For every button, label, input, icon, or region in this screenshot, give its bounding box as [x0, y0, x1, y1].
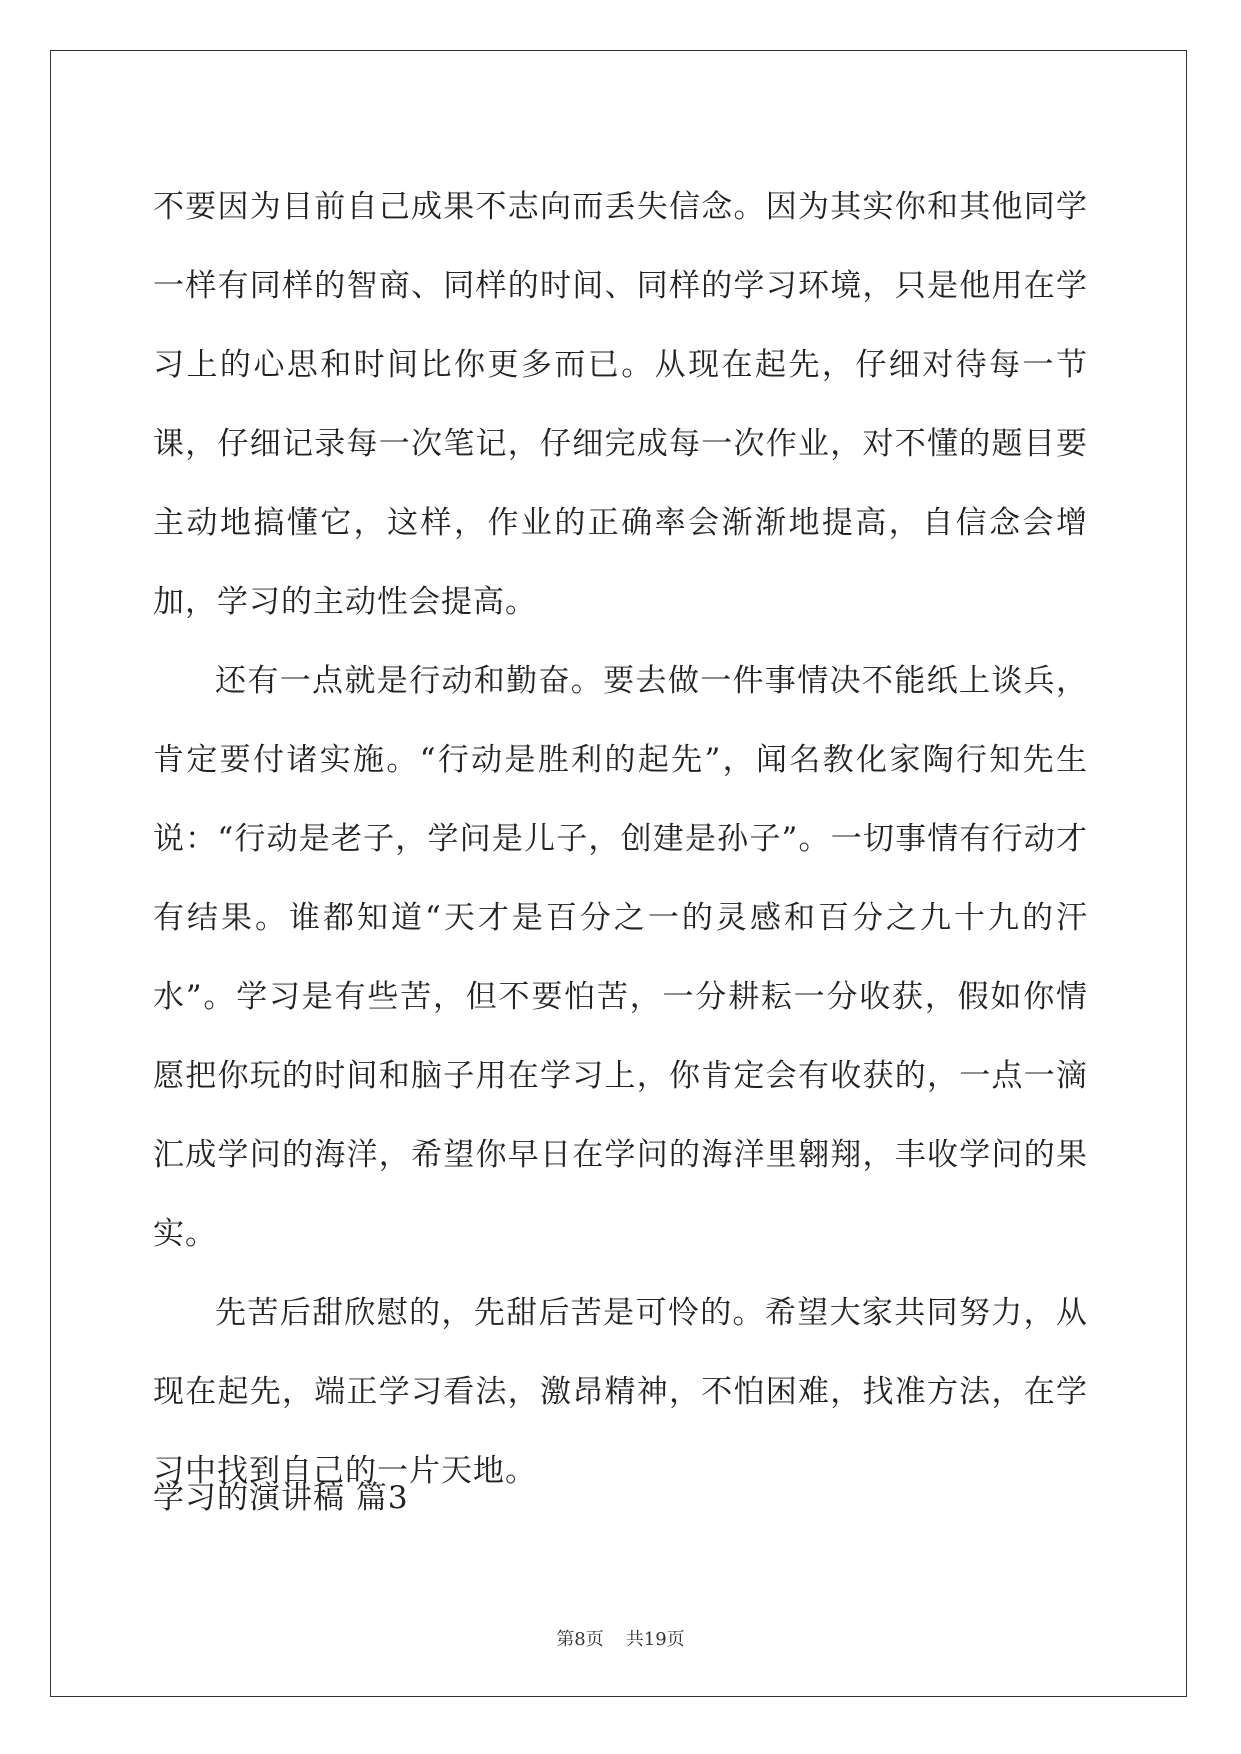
paragraph-1: 不要因为目前自己成果不志向而丢失信念。因为其实你和其他同学一样有同样的智商、同样的时间、同样的学习环境，只是他用在学习上的心思和时间比你更多而已。从现在起先，仔细对待每一节课，仔细记录每一次笔记，仔细完成每一次作业，对不懂的题目要主动地搞懂它，这样，作业的正确率会渐渐地提高，自信念会增加，学习的主动性会提高。	[153, 189, 1088, 620]
page-footer	[0, 1628, 1241, 1652]
page-total: 共19页	[625, 1629, 685, 1650]
paragraph-2: 还有一点就是行动和勤奋。要去做一件事情决不能纸上谈兵，肯定要付诸实施。“行动是胜利的起先”，闻名教化家陶行知先生说：“行动是老子，学问是儿子，创建是孙子”。一切事情有行动才有结果。谁都知道“天才是百分之一的灵感和百分之九十九的汗水”。学习是有些苦，但不要怕苦，一分耕耘一分收获，假如你情愿把你玩的时间和脑子用在学习上，你肯定会有收获的，一点一滴汇成学问的海洋，希望你早日在学问的海洋里翱翔，丰收学问的果实。	[153, 663, 1088, 1252]
paragraph-3: 先苦后甜欣慰的，先甜后苦是可怜的。希望大家共同努力，从现在起先，端正学习看法，激昂精神，不怕困难，找准方法，在学习中找到自己的一片天地。	[153, 1295, 1088, 1489]
page-number: 第8页	[556, 1629, 604, 1650]
section-heading: 学习的演讲稿 篇3	[153, 1480, 409, 1516]
body-text	[153, 168, 1088, 1511]
